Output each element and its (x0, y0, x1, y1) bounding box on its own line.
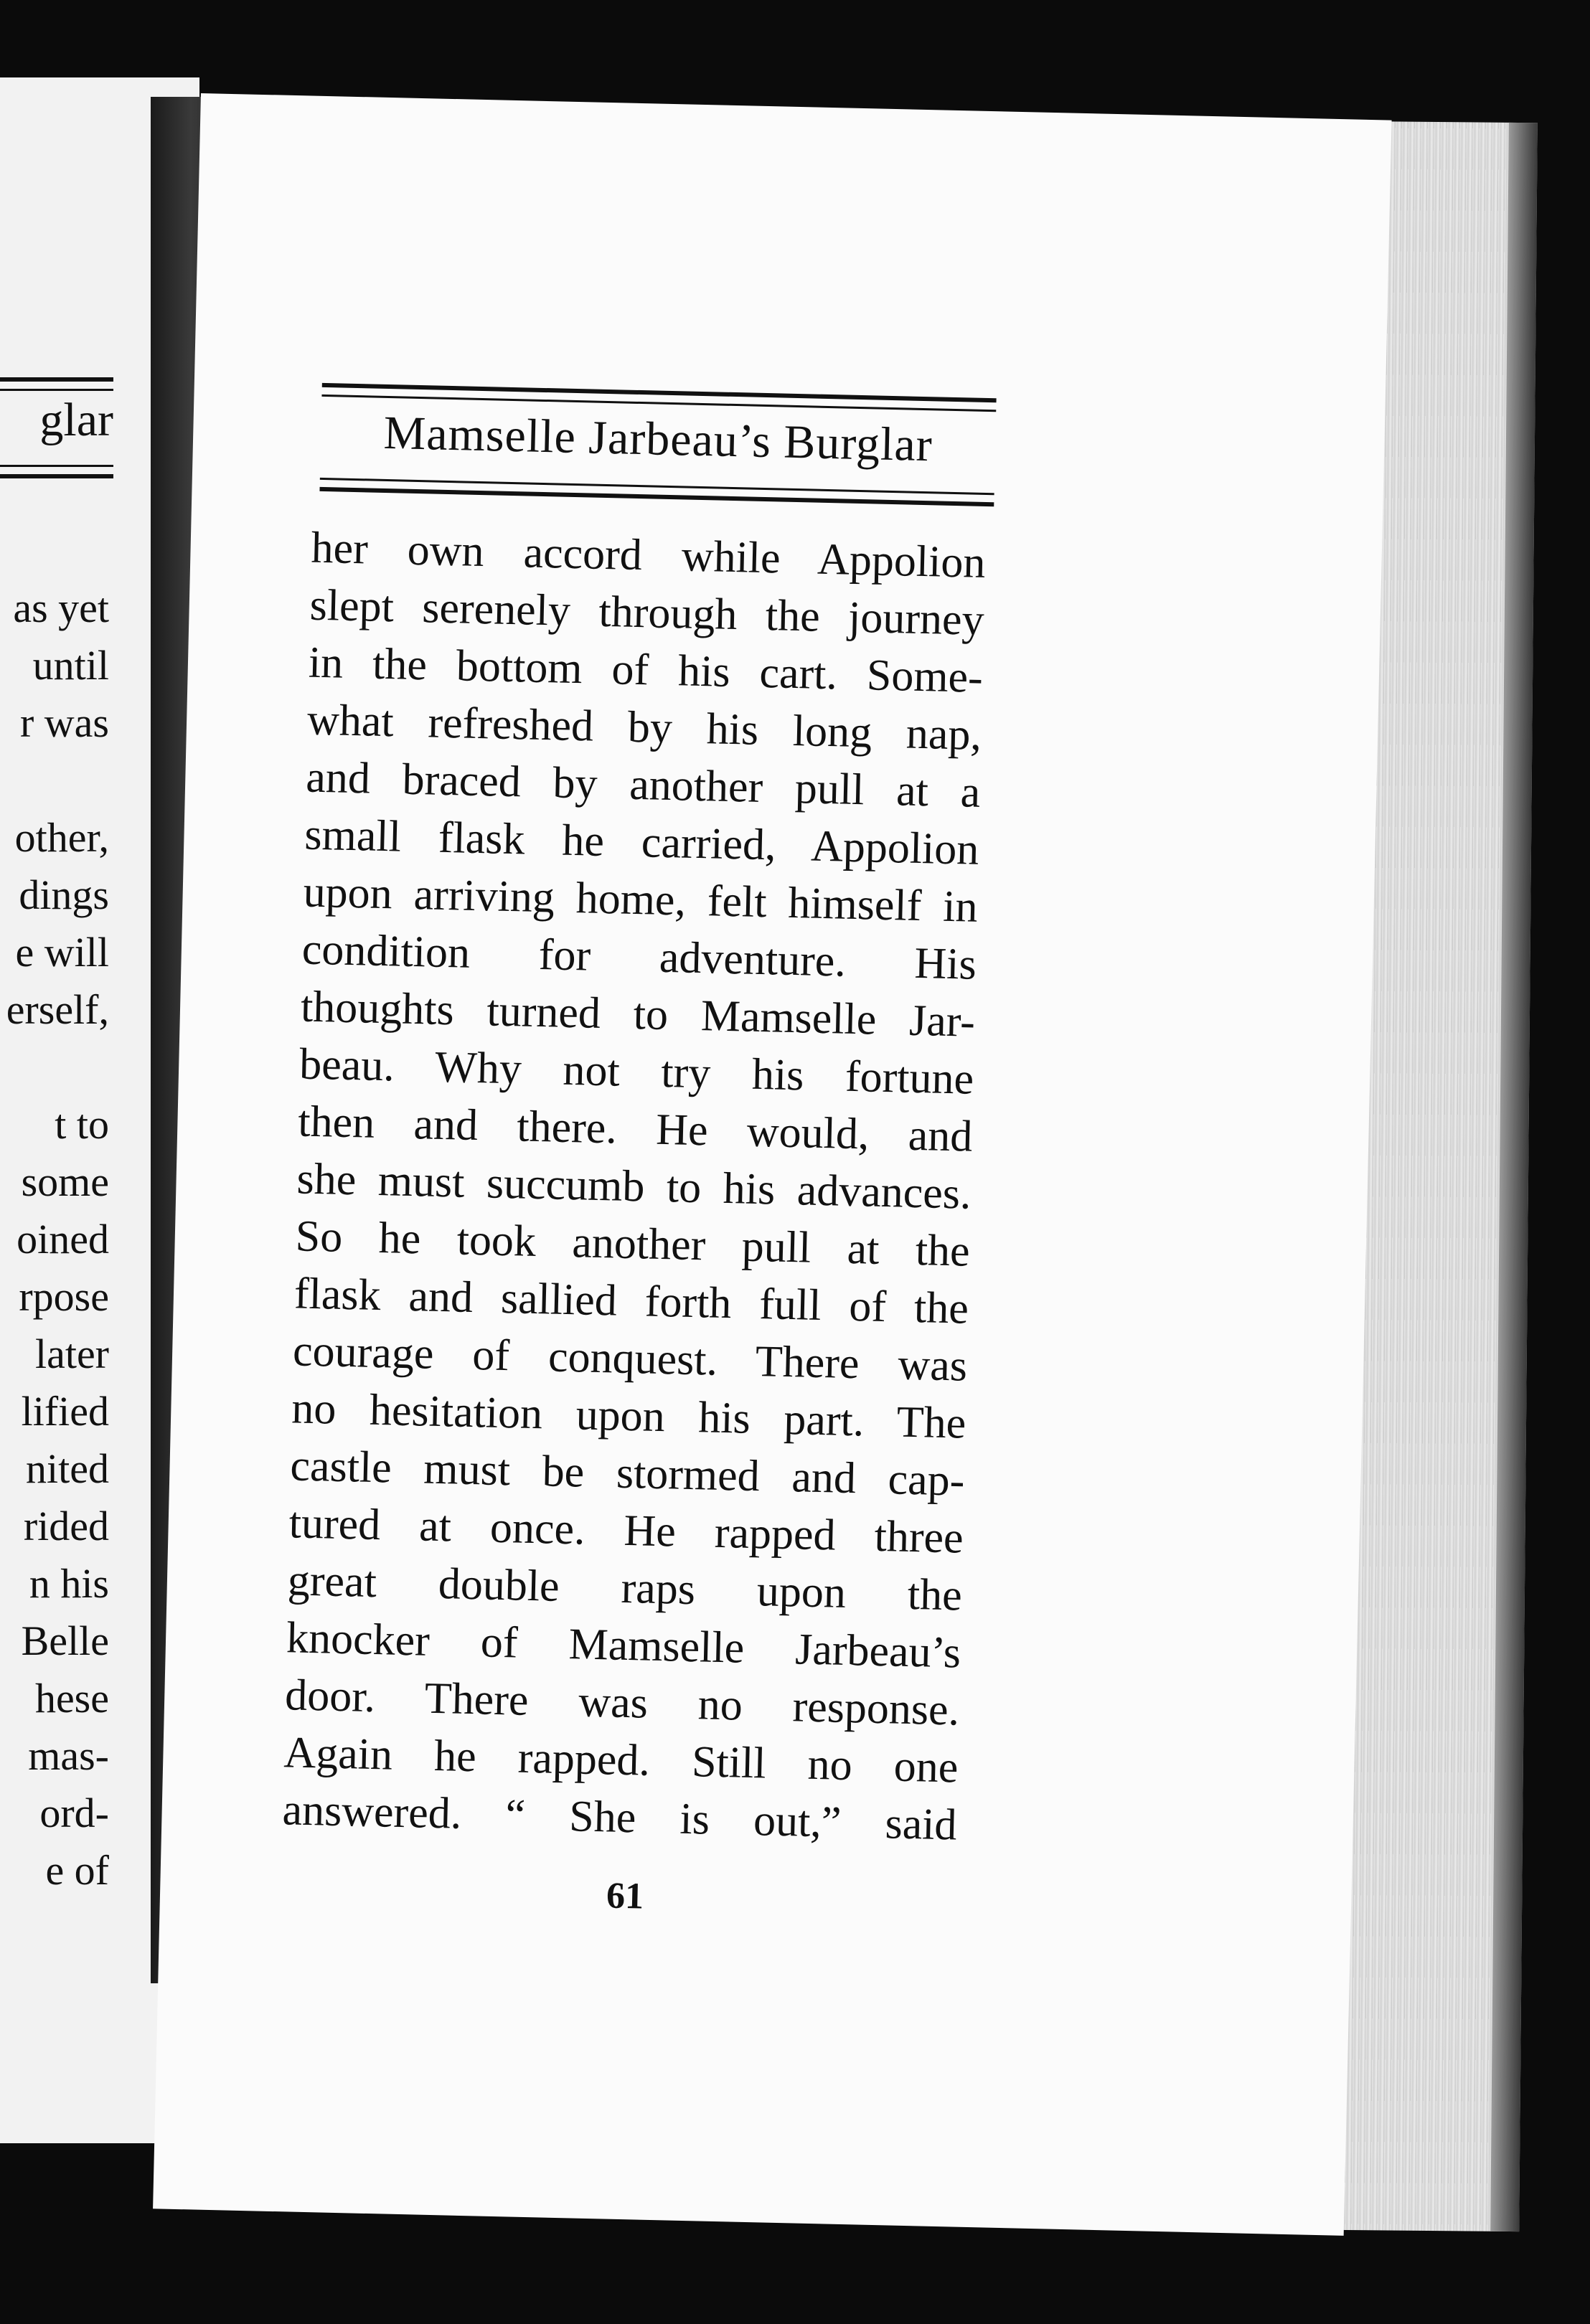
left-text-line: Belle (21, 1617, 109, 1664)
left-text-line: erself, (6, 986, 109, 1033)
text-line: beau. Why not try his fortune (298, 1039, 974, 1104)
left-text-line: e of (45, 1847, 109, 1894)
body-text (282, 519, 987, 1854)
left-running-header: glar (39, 394, 113, 446)
text-line: she must succumb to his advances. (296, 1154, 972, 1219)
text-line: flask and sallied forth full of the (293, 1269, 969, 1333)
left-text-line: hese (34, 1675, 109, 1721)
text-line: answered. “ She is out,” said (281, 1785, 958, 1850)
text-line: Again he rapped. Still no one (283, 1728, 959, 1792)
text-line: So he took another pull at the (295, 1211, 971, 1276)
left-text-line: t to (55, 1101, 109, 1148)
left-text-line: oined (17, 1216, 109, 1262)
text-line: no hesitation upon his part. The (291, 1384, 966, 1448)
left-text-line (6, 1039, 109, 1096)
left-text-line (6, 752, 109, 809)
left-text-line: rpose (19, 1273, 109, 1320)
text-line: great double raps upon the (287, 1556, 963, 1620)
right-page (153, 93, 1392, 2236)
page-number: 61 (606, 1875, 644, 1917)
running-header: Mamselle Jarbeau’s Burglar (382, 406, 933, 472)
text-line: slept serenely through the journey (309, 580, 985, 645)
left-text-line: as yet (13, 585, 109, 631)
left-text-line: e will (15, 929, 109, 976)
left-text-line: some (21, 1158, 109, 1205)
text-line: then and there. He would, and (297, 1097, 974, 1161)
text-line: what refreshed by his long nap, (306, 695, 982, 760)
header-rules-bottom (319, 478, 994, 514)
left-text-line: rided (23, 1503, 109, 1549)
left-text-line: dings (19, 872, 109, 918)
text-line: tured at once. He rapped three (288, 1498, 964, 1563)
left-text-line: mas- (28, 1732, 109, 1779)
left-text-line: other, (14, 814, 109, 861)
text-line: upon arriving home, felt himself in (303, 867, 979, 932)
text-line: castle must be stormed and cap- (289, 1441, 966, 1506)
left-header-rules-bottom (0, 465, 113, 486)
left-text-line: ord- (39, 1790, 109, 1836)
text-line: her own accord while Appolion (310, 523, 987, 587)
text-line: small flask he carried, Appolion (304, 810, 980, 874)
text-line: condition for adventure. His (301, 925, 977, 989)
left-text-line: later (34, 1331, 109, 1377)
left-text-line: r was (19, 699, 109, 746)
left-text-line: nited (26, 1445, 109, 1492)
text-line: door. There was no response. (284, 1671, 960, 1735)
text-line: thoughts turned to Mamselle Jar- (300, 982, 976, 1047)
text-line: in the bottom of his cart. Some- (308, 638, 984, 702)
text-line: courage of conquest. There was (292, 1326, 968, 1391)
left-text-line: n his (29, 1560, 109, 1607)
text-line: and braced by another pull at a (305, 752, 981, 817)
left-text-line: lified (21, 1388, 109, 1435)
left-text-line: until (32, 642, 109, 689)
text-line: knocker of Mamselle Jarbeau’s (286, 1613, 961, 1678)
left-text-column (6, 580, 109, 1899)
